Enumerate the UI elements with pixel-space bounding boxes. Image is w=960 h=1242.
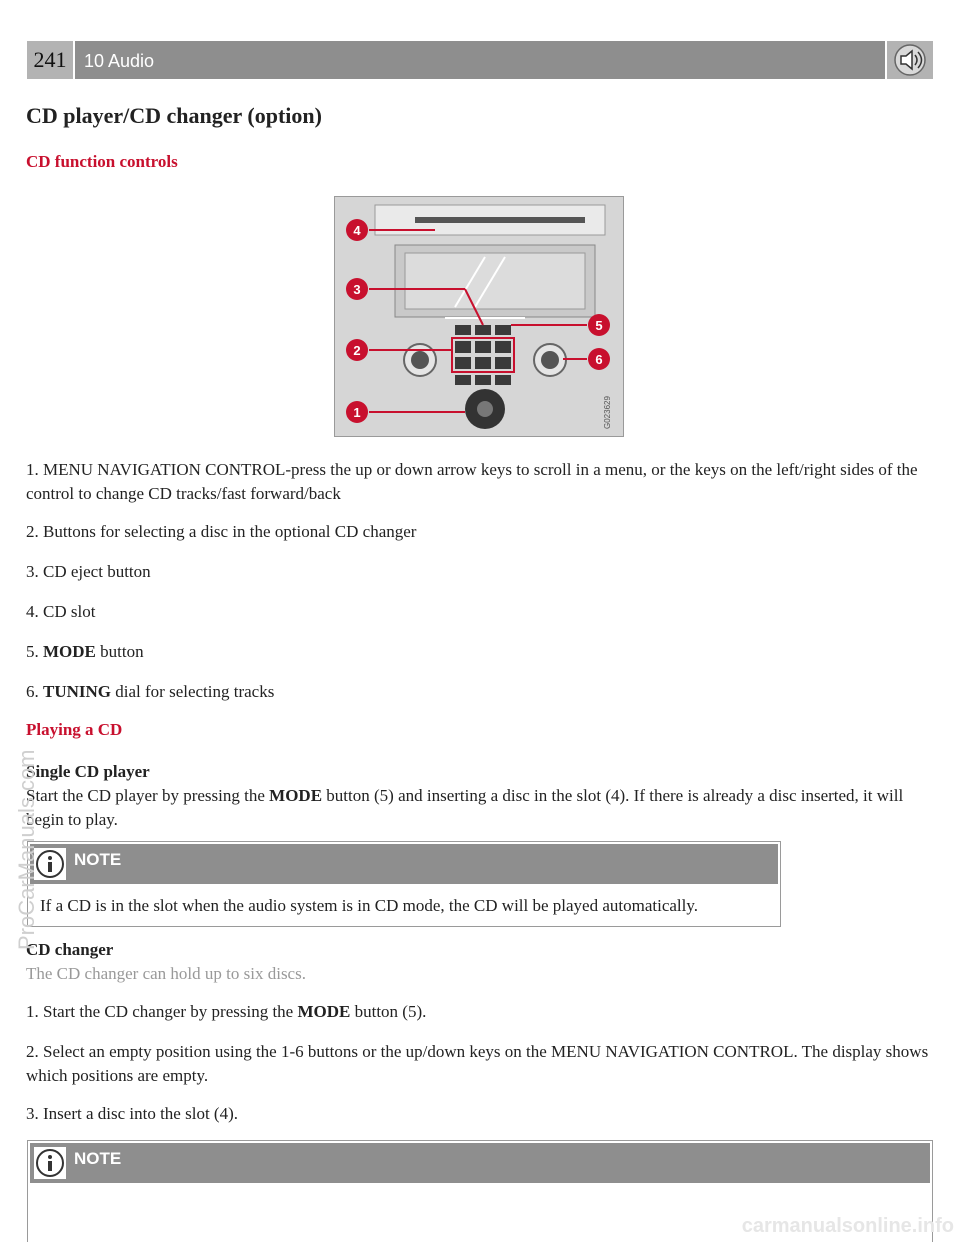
info-icon [34,1147,66,1179]
changer-step-3: 3. Insert a disc into the slot (4). [26,1104,238,1123]
page-header [27,41,933,79]
changer-heading: CD changer [26,940,114,959]
note-box-1 [27,841,781,927]
note-title: NOTE [74,1149,122,1168]
changer-block [26,938,931,986]
changer-intro: The CD changer can hold up to six discs. [26,964,306,983]
side-watermark [14,510,40,950]
callout-2: 2 [353,343,361,358]
page-title: CD player/CD changer (option) [26,103,322,128]
control-item-4: 4. CD slot [26,602,96,621]
changer-step-1: 1. Start the CD changer by pressing the MODE button (5). [26,1002,427,1021]
control-item-6: 6. TUNING dial for selecting tracks [26,682,275,701]
footer-watermark: carmanualsonline.info [741,1215,954,1237]
svg-text:ProCarManuals.com: ProCarManuals.com [14,749,39,950]
note-title: NOTE [74,850,122,869]
callout-1: 1 [353,405,361,420]
control-item-3: 3. CD eject button [26,562,151,581]
page-number: 241 [27,41,73,79]
callout-3: 3 [353,282,361,297]
callout-5: 5 [595,318,603,333]
chapter-title: 10 Audio [75,41,885,79]
section-heading-controls: CD function controls [26,152,178,171]
control-item-5: 5. MODE button [26,642,144,661]
single-cd-block: Single CD player Start the CD player by pressing the MODE button (5) and inserting a disc in the slot (4). If there is already a disc inserted, it will begin to play. [26,762,904,829]
control-item-1: 1. MENU NAVIGATION CONTROL-press the up or down arrow keys to scroll in a menu, or the keys on the left/right sides of the control to change CD tracks/fast forward/back [26,460,918,503]
callout-4: 4 [353,223,361,238]
figure-code: G023629 [603,396,612,429]
section-heading-playing: Playing a CD [26,720,123,739]
changer-step-2: 2. Select an empty position using the 1-6 buttons or the up/down keys on the MENU NAVIGATION CONTROL. The display shows which positions are empty. [26,1042,929,1085]
single-cd-heading: Single CD player [26,762,150,781]
cd-unit-figure [334,196,624,437]
speaker-icon [887,41,933,79]
control-item-2: 2. Buttons for selecting a disc in the optional CD changer [26,522,417,541]
callout-6: 6 [595,352,603,367]
note-text: If a CD is in the slot when the audio system is in CD mode, the CD will be played automatically. [40,896,699,915]
